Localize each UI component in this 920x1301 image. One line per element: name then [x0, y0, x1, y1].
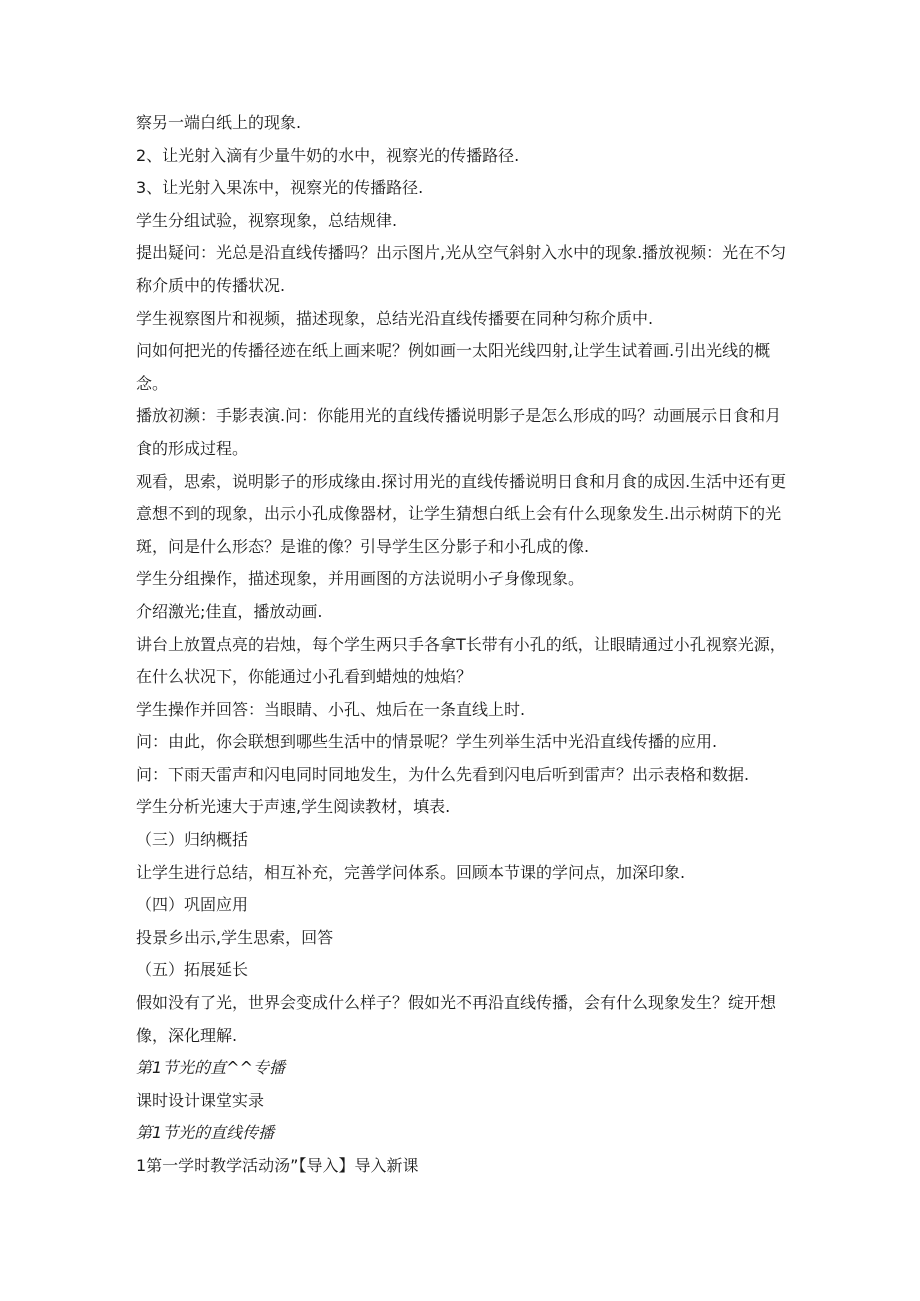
document-body [136, 107, 788, 1183]
paragraph: 2、让光射入滴有少量牛奶的水中，视察光的传播路径. [136, 145, 520, 165]
lesson-title: 第1节光的直^^专播 [136, 1058, 285, 1078]
paragraph: 让学生进行总结，相互补充，完善学问体系。回顾本节课的学问点，加深印象. [136, 862, 686, 882]
paragraph: 察另一端白纸上的现象. [136, 113, 302, 132]
paragraph: 投景乡出示,学生思索，回答 [136, 927, 334, 947]
paragraph: 问：由此，你会联想到哪些生活中的情景呢？学生列举生活中光沿直线传播的应用. [136, 732, 718, 752]
paragraph: 学生分组操作，描述现象，并用画图的方法说明小孑身像现象。 [136, 569, 585, 589]
section-heading: （五）拓展延长 [136, 960, 249, 980]
paragraph: 观看，思索，说明影子的形成缘由.探讨用光的直线传播说明日食和月食的成因.生活中还有更意想不到的现象，出示小孔成像器材，让学生猜想白纸上会有什么现象发生.出示树荫下的光斑，问是什么形态？是谁的像？引导学生区分影子和小孔成的像. [136, 471, 787, 556]
section-heading: （四）巩固应用 [136, 895, 249, 915]
section-heading: （三）归纳概括 [136, 830, 249, 850]
paragraph: 1第一学时教学活动汤”【导入】导入新课 [136, 1156, 419, 1175]
paragraph: 3、让光射入果冻中，视察光的传播路径. [136, 178, 424, 198]
paragraph: 播放初濒：手影表演.问：你能用光的直线传播说明影子是怎么形成的吗？动画展示日食和月食的形成过程。 [136, 406, 782, 458]
paragraph: 介绍激光;佳直，播放动画. [136, 601, 323, 621]
paragraph: 学生视察图片和视频，描述现象，总结光沿直线传播要在同种匀称介质中. [136, 308, 654, 328]
paragraph: 讲台上放置点亮的岩烛，每个学生两只手各拿T长带有小孔的纸，让眼睛通过小孔视察光源，在什么状况下，你能通过小孔看到蜡烛的烛焰？ [136, 634, 786, 687]
paragraph: 问：下雨天雷声和闪电同时同地发生，为什么先看到闪电后听到雷声？出示表格和数据. [136, 764, 750, 784]
paragraph: 问如何把光的传播径迹在纸上画来呢？例如画一太阳光线四射,让学生试着画.引出光线的概念。 [136, 341, 771, 393]
paragraph: 学生分组试验，视察现象，总结规律. [136, 210, 398, 230]
paragraph: 假如没有了光，世界会变成什么样子？假如光不再沿直线传播，会有什么现象发生？绽开想像，深化理解. [136, 993, 777, 1045]
lesson-title: 第1节光的直线传播 [136, 1123, 275, 1143]
paragraph: 课时设计课堂实录 [136, 1090, 265, 1110]
paragraph: 学生分析光速大于声速,学生阅读教材，填表. [136, 797, 451, 817]
paragraph: 提出疑问：光总是沿直线传播吗？出示图片,光从空气斜射入水中的现象.播放视频：光在不匀称介质中的传播状况. [136, 243, 787, 295]
paragraph: 学生操作并回答：当眼睛、小孔、烛后在一条直线上时. [136, 699, 526, 719]
